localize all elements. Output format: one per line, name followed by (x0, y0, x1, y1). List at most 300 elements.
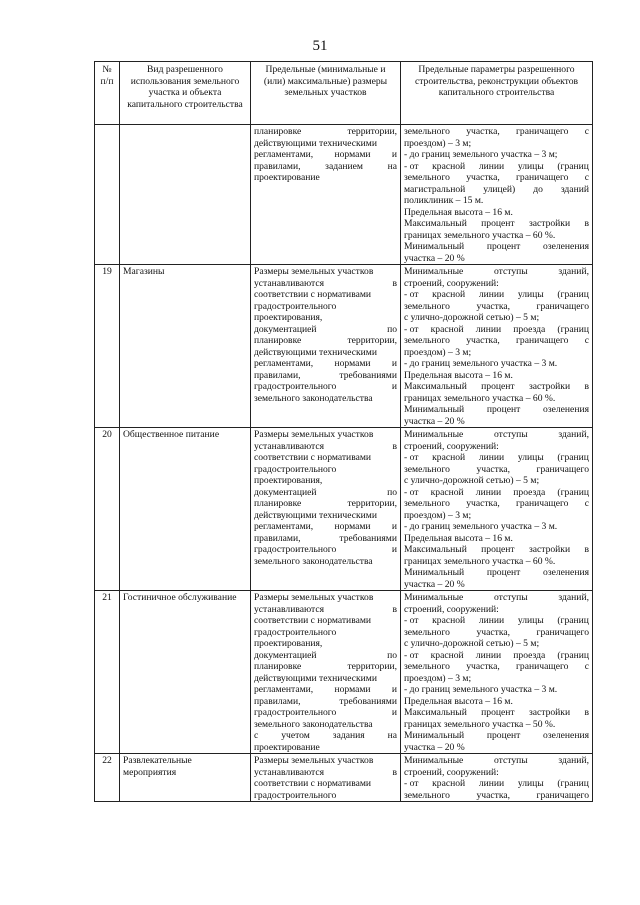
text-fragment: земельного (404, 335, 450, 346)
build-params-line (404, 521, 589, 533)
build-params-cell (401, 754, 593, 802)
text-fragment: участка, (476, 300, 510, 312)
text-fragment: граничащего (515, 661, 569, 672)
land-size-line (254, 767, 397, 779)
text-fragment: земельного (404, 463, 450, 475)
text-fragment: (границ (557, 486, 589, 498)
text-fragment: градостроительного (254, 463, 337, 475)
land-size-line (254, 556, 397, 568)
text-fragment: и (391, 684, 397, 695)
text-fragment: красной (430, 323, 464, 335)
text-fragment: процент (481, 218, 515, 229)
land-size-line (254, 381, 397, 393)
text-fragment: участка, (466, 126, 500, 137)
text-fragment: регламентами, (254, 149, 314, 160)
text-fragment: действующими техническими (254, 509, 377, 521)
text-fragment: участка, (466, 661, 500, 672)
text-fragment: граничащего (515, 498, 569, 509)
text-fragment: - от (404, 289, 419, 300)
text-fragment: участка, (466, 172, 500, 183)
text-fragment: в (584, 218, 589, 229)
land-size-line (254, 312, 397, 324)
build-params-line (404, 730, 589, 742)
text-fragment: зданий, (558, 592, 589, 603)
text-fragment: и (391, 358, 397, 369)
text-fragment: линии (478, 615, 505, 626)
text-fragment: документацией (254, 486, 317, 498)
build-params-line (404, 498, 589, 510)
build-params-line (404, 358, 589, 370)
text-fragment: территории, (347, 498, 397, 509)
land-size-line (254, 487, 397, 499)
text-fragment: соответствии с нормативами (254, 452, 372, 463)
text-fragment: регламентами, (254, 684, 314, 695)
text-fragment: по (387, 323, 397, 335)
text-fragment: в (584, 381, 589, 392)
build-params-line (404, 347, 589, 359)
text-fragment: по (387, 486, 397, 498)
text-fragment: проектирования, (254, 312, 323, 323)
text-fragment: нормами (334, 684, 371, 695)
text-fragment: (границ (557, 323, 589, 335)
text-fragment: проектирование (254, 741, 320, 753)
zoning-regulations-table (94, 61, 593, 802)
text-fragment: устанавливаются (254, 440, 325, 452)
text-fragment: границах земельного участка – 60 %. (404, 229, 556, 241)
land-size-line (254, 452, 397, 464)
build-params-line (404, 218, 589, 230)
land-size-line (254, 615, 397, 627)
land-size-line (254, 719, 397, 731)
row-number: 22 (95, 754, 120, 802)
use-type-name: Магазины (120, 265, 251, 428)
text-fragment: Минимальный (404, 404, 465, 415)
text-fragment: линии (475, 649, 502, 661)
text-fragment: граничащего (515, 126, 569, 137)
build-params-line (404, 324, 589, 336)
text-fragment: отступы (494, 592, 528, 603)
text-fragment: планировке (254, 661, 302, 672)
text-fragment: с (584, 126, 589, 137)
build-params-line (404, 452, 589, 464)
text-fragment: регламентами, (254, 358, 314, 369)
build-params-line (404, 592, 589, 604)
text-fragment: участка – 20 % (404, 415, 465, 427)
text-fragment: - от (404, 452, 419, 463)
land-size-line (254, 149, 397, 161)
text-fragment: озеленения (543, 241, 589, 252)
text-fragment: планировке (254, 126, 302, 137)
build-params-line (404, 742, 589, 754)
text-fragment: Размеры земельных участков (254, 429, 374, 440)
build-params-line (404, 544, 589, 556)
text-fragment: земельного законодательства (254, 555, 373, 567)
use-type-name (120, 125, 251, 265)
text-fragment: регламентами, (254, 521, 314, 532)
text-fragment: правилами, (254, 160, 301, 172)
text-fragment: участка, (476, 626, 510, 638)
land-size-line (254, 498, 397, 510)
text-fragment: действующими техническими (254, 137, 377, 149)
text-fragment: нормами (334, 358, 371, 369)
land-size-cell (251, 591, 401, 754)
text-fragment: красной (430, 486, 464, 498)
text-fragment: граничащего (536, 626, 589, 638)
text-fragment: проезда (513, 486, 546, 498)
land-size-line (254, 289, 397, 301)
land-size-line (254, 696, 397, 708)
text-fragment: процент (486, 567, 521, 578)
text-fragment: зданий (560, 183, 589, 195)
build-params-cell (401, 125, 593, 265)
land-size-line (254, 742, 397, 754)
text-fragment: земельного (404, 661, 450, 672)
land-size-cell (251, 428, 401, 591)
build-params-line (404, 567, 589, 579)
text-fragment: в (392, 440, 397, 452)
build-params-line (404, 638, 589, 650)
text-fragment: и (391, 521, 397, 532)
text-fragment: документацией (254, 649, 317, 661)
land-size-line (254, 358, 397, 370)
text-fragment: линии (475, 486, 502, 498)
text-fragment: граничащего (536, 300, 589, 312)
text-fragment: требованиями (339, 695, 397, 707)
land-size-line (254, 544, 397, 556)
build-params-line (404, 126, 589, 138)
build-params-line (404, 778, 589, 790)
land-size-line (254, 707, 397, 719)
text-fragment: процент (481, 544, 515, 555)
text-fragment: на (387, 730, 397, 741)
text-fragment: земельного (404, 498, 450, 509)
text-fragment: с улично-дорожной сетью) – 5 м; (404, 475, 540, 486)
text-fragment: строений, сооружений: (404, 766, 499, 778)
text-fragment: устанавливаются (254, 277, 325, 289)
text-fragment: устанавливаются (254, 766, 325, 778)
text-fragment: границах земельного участка – 50 %. (404, 718, 556, 730)
table-row (95, 591, 593, 754)
text-fragment: красной (432, 615, 466, 626)
text-fragment: участка – 20 % (404, 741, 465, 753)
land-size-line (254, 592, 397, 604)
text-fragment: красной (430, 649, 464, 661)
text-fragment: проектирования, (254, 638, 323, 649)
text-fragment: отступы (494, 429, 528, 440)
text-fragment: процент (481, 707, 515, 718)
text-fragment: (границ (557, 289, 589, 300)
text-fragment: Предельная высота – 16 м. (404, 532, 513, 544)
text-fragment: поликлиник – 15 м. (404, 195, 484, 206)
text-fragment: - от (404, 615, 419, 626)
text-fragment: озеленения (543, 404, 589, 415)
text-fragment: (границ (557, 452, 589, 463)
build-params-line (404, 650, 589, 662)
land-size-line (254, 324, 397, 336)
build-params-cell (401, 265, 593, 428)
text-fragment: проезда (513, 323, 546, 335)
text-fragment: процент (486, 730, 521, 741)
text-fragment: улицы (517, 289, 544, 300)
text-fragment: земельного законодательства (254, 718, 373, 730)
text-fragment: Максимальный (404, 707, 467, 718)
text-fragment: градостроительного (254, 626, 337, 638)
text-fragment: с (584, 661, 589, 672)
text-fragment: и (391, 544, 397, 555)
text-fragment: зданий, (558, 429, 589, 440)
text-fragment: планировке (254, 498, 302, 509)
row-number: 20 (95, 428, 120, 591)
text-fragment: проектирования, (254, 475, 323, 486)
text-fragment: в (584, 544, 589, 555)
text-fragment: Минимальный (404, 241, 465, 252)
build-params-line (404, 429, 589, 441)
text-fragment: граничащего (536, 789, 589, 801)
text-fragment: участка, (466, 498, 500, 509)
build-params-line (404, 393, 589, 405)
text-fragment: - от (404, 323, 419, 335)
land-size-line (254, 464, 397, 476)
text-fragment: Размеры земельных участков (254, 592, 374, 603)
text-fragment: проектирование (254, 172, 320, 183)
text-fragment: в (392, 277, 397, 289)
text-fragment: и (391, 707, 397, 718)
text-fragment: задания (332, 730, 365, 741)
text-fragment: и (391, 149, 397, 160)
table-row (95, 428, 593, 591)
text-fragment: процент (486, 404, 521, 415)
build-params-line (404, 149, 589, 161)
build-params-line (404, 579, 589, 591)
build-params-cell (401, 591, 593, 754)
text-fragment: до (533, 183, 543, 195)
text-fragment: участка, (476, 789, 510, 801)
land-size-line (254, 441, 397, 453)
land-size-line (254, 335, 397, 347)
table-row (95, 265, 593, 428)
text-fragment: улицы (517, 160, 544, 172)
build-params-line (404, 195, 589, 207)
text-fragment: градостроительного (254, 381, 337, 392)
text-fragment: градостроительного (254, 789, 337, 801)
build-params-line (404, 615, 589, 627)
text-fragment: отступы (494, 755, 528, 766)
text-fragment: застройки (528, 707, 571, 718)
text-fragment: (границ (557, 160, 589, 172)
build-params-line (404, 184, 589, 196)
text-fragment: процент (481, 381, 515, 392)
text-fragment: и (391, 381, 397, 392)
text-fragment: (границ (557, 649, 589, 661)
use-type-name: Гостиничное обслуживание (120, 591, 251, 754)
text-fragment: заданием (325, 160, 363, 172)
text-fragment: земельного (404, 172, 450, 183)
land-size-cell (251, 125, 401, 265)
text-fragment: Максимальный (404, 218, 467, 229)
build-params-line (404, 312, 589, 324)
build-params-line (404, 684, 589, 696)
text-fragment: Предельная высота – 16 м. (404, 206, 513, 218)
text-fragment: проездом) – 3 м; (404, 346, 472, 358)
build-params-line (404, 767, 589, 779)
land-size-line (254, 429, 397, 441)
text-fragment: красной (432, 452, 466, 463)
land-size-line (254, 161, 397, 173)
build-params-line (404, 556, 589, 568)
text-fragment: границах земельного участка – 60 %. (404, 555, 556, 567)
build-params-line (404, 719, 589, 731)
text-fragment: процент (486, 241, 521, 252)
text-fragment: строений, сооружений: (404, 603, 499, 615)
text-fragment: участка, (466, 335, 500, 346)
build-params-line (404, 253, 589, 265)
land-size-line (254, 730, 397, 742)
text-fragment: проездом) – 3 м; (404, 137, 472, 149)
text-fragment: с (584, 172, 589, 183)
text-fragment: территории, (347, 126, 397, 137)
text-fragment: проездом) – 3 м; (404, 509, 472, 521)
table-row (95, 754, 593, 802)
text-fragment: зданий, (558, 755, 589, 766)
land-size-line (254, 370, 397, 382)
build-params-line (404, 661, 589, 673)
text-fragment: - до границ земельного участка – 3 м. (404, 358, 558, 369)
header-build-params: Предельные параметры разрешенного строительства, реконструкции объектов капитального строительства (401, 62, 593, 125)
text-fragment: соответствии с нормативами (254, 778, 372, 789)
text-fragment: - от (404, 486, 419, 498)
text-fragment: озеленения (543, 567, 589, 578)
build-params-line (404, 404, 589, 416)
row-number: 19 (95, 265, 120, 428)
row-number (95, 125, 120, 265)
text-fragment: улицы (517, 615, 544, 626)
text-fragment: земельного (404, 126, 450, 137)
text-fragment: линии (478, 452, 505, 463)
land-size-line (254, 755, 397, 767)
build-params-line (404, 696, 589, 708)
text-fragment: линии (475, 323, 502, 335)
land-size-line (254, 604, 397, 616)
text-fragment: требованиями (339, 532, 397, 544)
text-fragment: красной (432, 160, 466, 172)
text-fragment: земельного (404, 789, 450, 801)
build-params-line (404, 790, 589, 802)
header-number: № п/п (95, 62, 120, 125)
header-use-type: Вид разрешенного использования земельного участка и объекта капитального строительства (120, 62, 251, 125)
row-number: 21 (95, 591, 120, 754)
text-fragment: правилами, (254, 369, 301, 381)
text-fragment: с (584, 335, 589, 346)
build-params-line (404, 370, 589, 382)
text-fragment: действующими техническими (254, 346, 377, 358)
text-fragment: зданий, (558, 266, 589, 277)
text-fragment: земельного (404, 300, 450, 312)
text-fragment: земельного законодательства (254, 392, 373, 404)
build-params-line (404, 207, 589, 219)
text-fragment: - от (404, 649, 419, 661)
text-fragment: - от (404, 778, 419, 789)
land-size-line (254, 533, 397, 545)
text-fragment: правилами, (254, 695, 301, 707)
text-fragment: Минимальные (404, 592, 464, 603)
text-fragment: земельного (404, 626, 450, 638)
land-size-line (254, 510, 397, 522)
land-size-line (254, 778, 397, 790)
build-params-line (404, 510, 589, 522)
page-number: 51 (312, 38, 328, 54)
text-fragment: градостроительного (254, 300, 337, 312)
land-size-line (254, 790, 397, 802)
text-fragment: улицей) (483, 183, 516, 195)
build-params-line (404, 416, 589, 428)
text-fragment: - до границ земельного участка – 3 м; (404, 149, 558, 160)
text-fragment: Максимальный (404, 544, 467, 555)
text-fragment: по (387, 649, 397, 661)
build-params-line (404, 241, 589, 253)
text-fragment: проезда (513, 649, 546, 661)
text-fragment: красной (432, 778, 466, 789)
text-fragment: - до границ земельного участка – 3 м. (404, 684, 558, 695)
text-fragment: Предельная высота – 16 м. (404, 695, 513, 707)
text-fragment: - от (404, 160, 419, 172)
build-params-line (404, 487, 589, 499)
text-fragment: правилами, (254, 532, 301, 544)
text-fragment: территории, (347, 661, 397, 672)
build-params-line (404, 755, 589, 767)
land-size-line (254, 301, 397, 313)
text-fragment: действующими техническими (254, 672, 377, 684)
text-fragment: с (584, 498, 589, 509)
build-params-line (404, 289, 589, 301)
header-land-size: Предельные (минимальные и (или) максимальные) размеры земельных участков (251, 62, 401, 125)
text-fragment: Размеры земельных участков (254, 266, 374, 277)
land-size-line (254, 266, 397, 278)
text-fragment: в (392, 766, 397, 778)
build-params-line (404, 335, 589, 347)
build-params-line (404, 673, 589, 685)
text-fragment: - до границ земельного участка – 3 м. (404, 521, 558, 532)
build-params-line (404, 604, 589, 616)
text-fragment: Максимальный (404, 381, 467, 392)
text-fragment: градостроительного (254, 707, 337, 718)
text-fragment: Минимальный (404, 567, 465, 578)
text-fragment: документацией (254, 323, 317, 335)
land-size-line (254, 393, 397, 405)
text-fragment: строений, сооружений: (404, 440, 499, 452)
text-fragment: в (392, 603, 397, 615)
build-params-line (404, 464, 589, 476)
text-fragment: застройки (528, 381, 571, 392)
text-fragment: Размеры земельных участков (254, 755, 374, 766)
text-fragment: красной (432, 289, 466, 300)
text-fragment: Минимальные (404, 429, 464, 440)
land-size-line (254, 278, 397, 290)
build-params-line (404, 278, 589, 290)
land-size-line (254, 661, 397, 673)
build-params-line (404, 441, 589, 453)
text-fragment: с улично-дорожной сетью) – 5 м; (404, 638, 540, 649)
text-fragment: озеленения (543, 730, 589, 741)
text-fragment: нормами (334, 521, 371, 532)
build-params-line (404, 627, 589, 639)
text-fragment: застройки (528, 544, 571, 555)
text-fragment: на (387, 160, 397, 172)
text-fragment: планировке (254, 335, 302, 346)
text-fragment: линии (478, 160, 505, 172)
text-fragment: граничащего (515, 335, 569, 346)
build-params-line (404, 475, 589, 487)
build-params-line (404, 230, 589, 242)
